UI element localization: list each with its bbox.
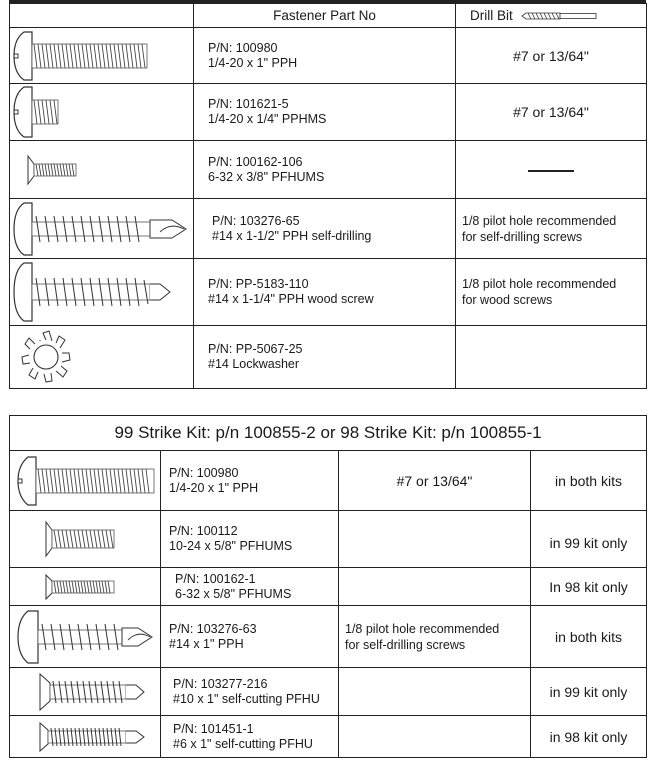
part-no-cell bbox=[194, 326, 456, 389]
drill-bit-cell: #7 or 13/64" bbox=[456, 84, 647, 141]
self-cutting-flat-head-screw-icon bbox=[10, 669, 160, 715]
part-no-cell bbox=[194, 259, 456, 326]
lockwasher-icon bbox=[10, 327, 80, 387]
part-number: P/N: PP-5183-110 bbox=[208, 277, 309, 291]
kit-availability: in 99 kit only bbox=[531, 511, 647, 568]
flat-head-machine-screw-icon bbox=[10, 150, 90, 190]
part-no-cell bbox=[194, 84, 456, 141]
part-description: #14 Lockwasher bbox=[208, 357, 300, 371]
self-drilling-screw-icon bbox=[10, 607, 160, 667]
strike-kit-table bbox=[9, 415, 647, 758]
drill-bit-cell bbox=[339, 568, 531, 606]
image-cell bbox=[10, 716, 161, 758]
kit-availability: in 98 kit only bbox=[531, 716, 647, 758]
image-cell bbox=[10, 668, 161, 716]
table-row bbox=[10, 84, 647, 141]
image-cell bbox=[10, 326, 194, 389]
image-cell bbox=[10, 606, 161, 668]
self-cutting-flat-head-screw-icon bbox=[10, 717, 160, 757]
drill-note-line2: for self-drilling screws bbox=[462, 229, 583, 244]
table-row bbox=[10, 451, 647, 511]
part-no-cell bbox=[161, 668, 339, 716]
part-description: #14 x 1-1/4" PPH wood screw bbox=[208, 292, 374, 306]
table-row bbox=[10, 28, 647, 84]
header-row bbox=[10, 4, 647, 28]
part-number: P/N: 101621-5 bbox=[208, 97, 289, 111]
part-number: P/N: 103277-216 bbox=[173, 676, 268, 691]
table-row bbox=[10, 568, 647, 606]
image-cell bbox=[10, 28, 194, 84]
part-description: #6 x 1" self-cutting PFHU bbox=[173, 736, 313, 751]
image-cell bbox=[10, 199, 194, 259]
pan-head-machine-screw-icon bbox=[10, 29, 160, 83]
wood-screw-icon bbox=[10, 260, 194, 324]
part-no-cell bbox=[161, 606, 339, 668]
drill-note-line1: 1/8 pilot hole recommended bbox=[345, 621, 500, 636]
part-no-cell bbox=[161, 716, 339, 758]
table-row bbox=[10, 259, 647, 326]
drill-bit-cell: #7 or 13/64" bbox=[456, 28, 647, 84]
part-number: P/N: 103276-65 bbox=[212, 213, 300, 228]
image-cell bbox=[10, 511, 161, 568]
drill-note-line1: 1/8 pilot hole recommended bbox=[462, 277, 617, 291]
kit-title: 99 Strike Kit: p/n 100855-2 or 98 Strike Kit: p/n 100855-1 bbox=[10, 416, 647, 451]
drill-bit-cell bbox=[339, 716, 531, 758]
part-number: P/N: 100112 bbox=[169, 524, 238, 538]
image-cell bbox=[10, 451, 161, 511]
drill-bit-cell bbox=[456, 326, 647, 389]
table-row bbox=[10, 716, 647, 758]
header-drill-bit-label: Drill Bit bbox=[470, 8, 513, 23]
header-drill-bit bbox=[456, 4, 647, 28]
part-no-cell bbox=[161, 451, 339, 511]
drill-note-line2: for self-drilling screws bbox=[345, 637, 466, 652]
part-no-cell bbox=[161, 511, 339, 568]
part-description: #14 x 1" PPH bbox=[169, 636, 244, 651]
table-row bbox=[10, 668, 647, 716]
drill-note-line1: 1/8 pilot hole recommended bbox=[462, 213, 617, 228]
short-pan-head-machine-screw-icon bbox=[10, 84, 90, 140]
part-no-cell bbox=[194, 141, 456, 199]
drill-bit-cell: #7 or 13/64" bbox=[339, 451, 531, 511]
part-number: P/N: PP-5067-25 bbox=[208, 342, 303, 356]
image-cell bbox=[10, 84, 194, 141]
table-row bbox=[10, 199, 647, 259]
flat-head-machine-screw-icon bbox=[10, 569, 160, 605]
drill-note-line2: for wood screws bbox=[462, 293, 553, 307]
drill-bit-cell bbox=[339, 511, 531, 568]
part-no-cell bbox=[194, 199, 456, 259]
image-cell bbox=[10, 568, 161, 606]
flat-head-machine-screw-icon bbox=[10, 512, 160, 566]
part-number: P/N: 100162-1 bbox=[175, 571, 256, 586]
part-description: #14 x 1-1/2" PPH self-drilling bbox=[212, 228, 372, 243]
part-description: 6-32 x 5/8" PFHUMS bbox=[175, 586, 292, 601]
header-image bbox=[10, 4, 194, 28]
self-drilling-screw-icon bbox=[10, 200, 194, 258]
kit-availability: in both kits bbox=[531, 606, 647, 668]
part-description: 10-24 x 5/8" PFHUMS bbox=[169, 539, 293, 553]
part-description: 1/4-20 x 1" PPH bbox=[208, 55, 298, 70]
table-row bbox=[10, 326, 647, 389]
drill-bit-cell bbox=[339, 668, 531, 716]
table-row bbox=[10, 606, 647, 668]
part-number: P/N: 100980 bbox=[208, 40, 278, 55]
image-cell bbox=[10, 141, 194, 199]
drill-bit-icon bbox=[520, 12, 598, 20]
no-drill-dash bbox=[528, 170, 574, 172]
pan-head-machine-screw-icon bbox=[10, 453, 160, 509]
drill-bit-cell bbox=[456, 141, 647, 199]
kit-availability: in 99 kit only bbox=[531, 668, 647, 716]
part-number: P/N: 100980 bbox=[169, 465, 239, 480]
table-row bbox=[10, 511, 647, 568]
part-number: P/N: 101451-1 bbox=[173, 721, 254, 736]
kit-availability: In 98 kit only bbox=[531, 568, 647, 606]
drill-note-cell bbox=[456, 199, 647, 259]
table-row bbox=[10, 141, 647, 199]
drill-note-cell bbox=[456, 259, 647, 326]
part-number: P/N: 103276-63 bbox=[169, 621, 257, 636]
image-cell bbox=[10, 259, 194, 326]
part-no-cell bbox=[161, 568, 339, 606]
part-no-cell bbox=[194, 28, 456, 84]
part-description: 1/4-20 x 1/4" PPHMS bbox=[208, 112, 327, 126]
part-description: 6-32 x 3/8" PFHUMS bbox=[208, 169, 325, 184]
header-part-no: Fastener Part No bbox=[194, 4, 456, 28]
kit-title-row bbox=[10, 416, 647, 451]
part-number: P/N: 100162-106 bbox=[208, 154, 303, 169]
kit-availability: in both kits bbox=[531, 451, 647, 511]
fastener-table bbox=[9, 3, 647, 389]
part-description: #10 x 1" self-cutting PFHU bbox=[173, 691, 320, 706]
part-description: 1/4-20 x 1" PPH bbox=[169, 480, 259, 495]
drill-note-cell bbox=[339, 606, 531, 668]
